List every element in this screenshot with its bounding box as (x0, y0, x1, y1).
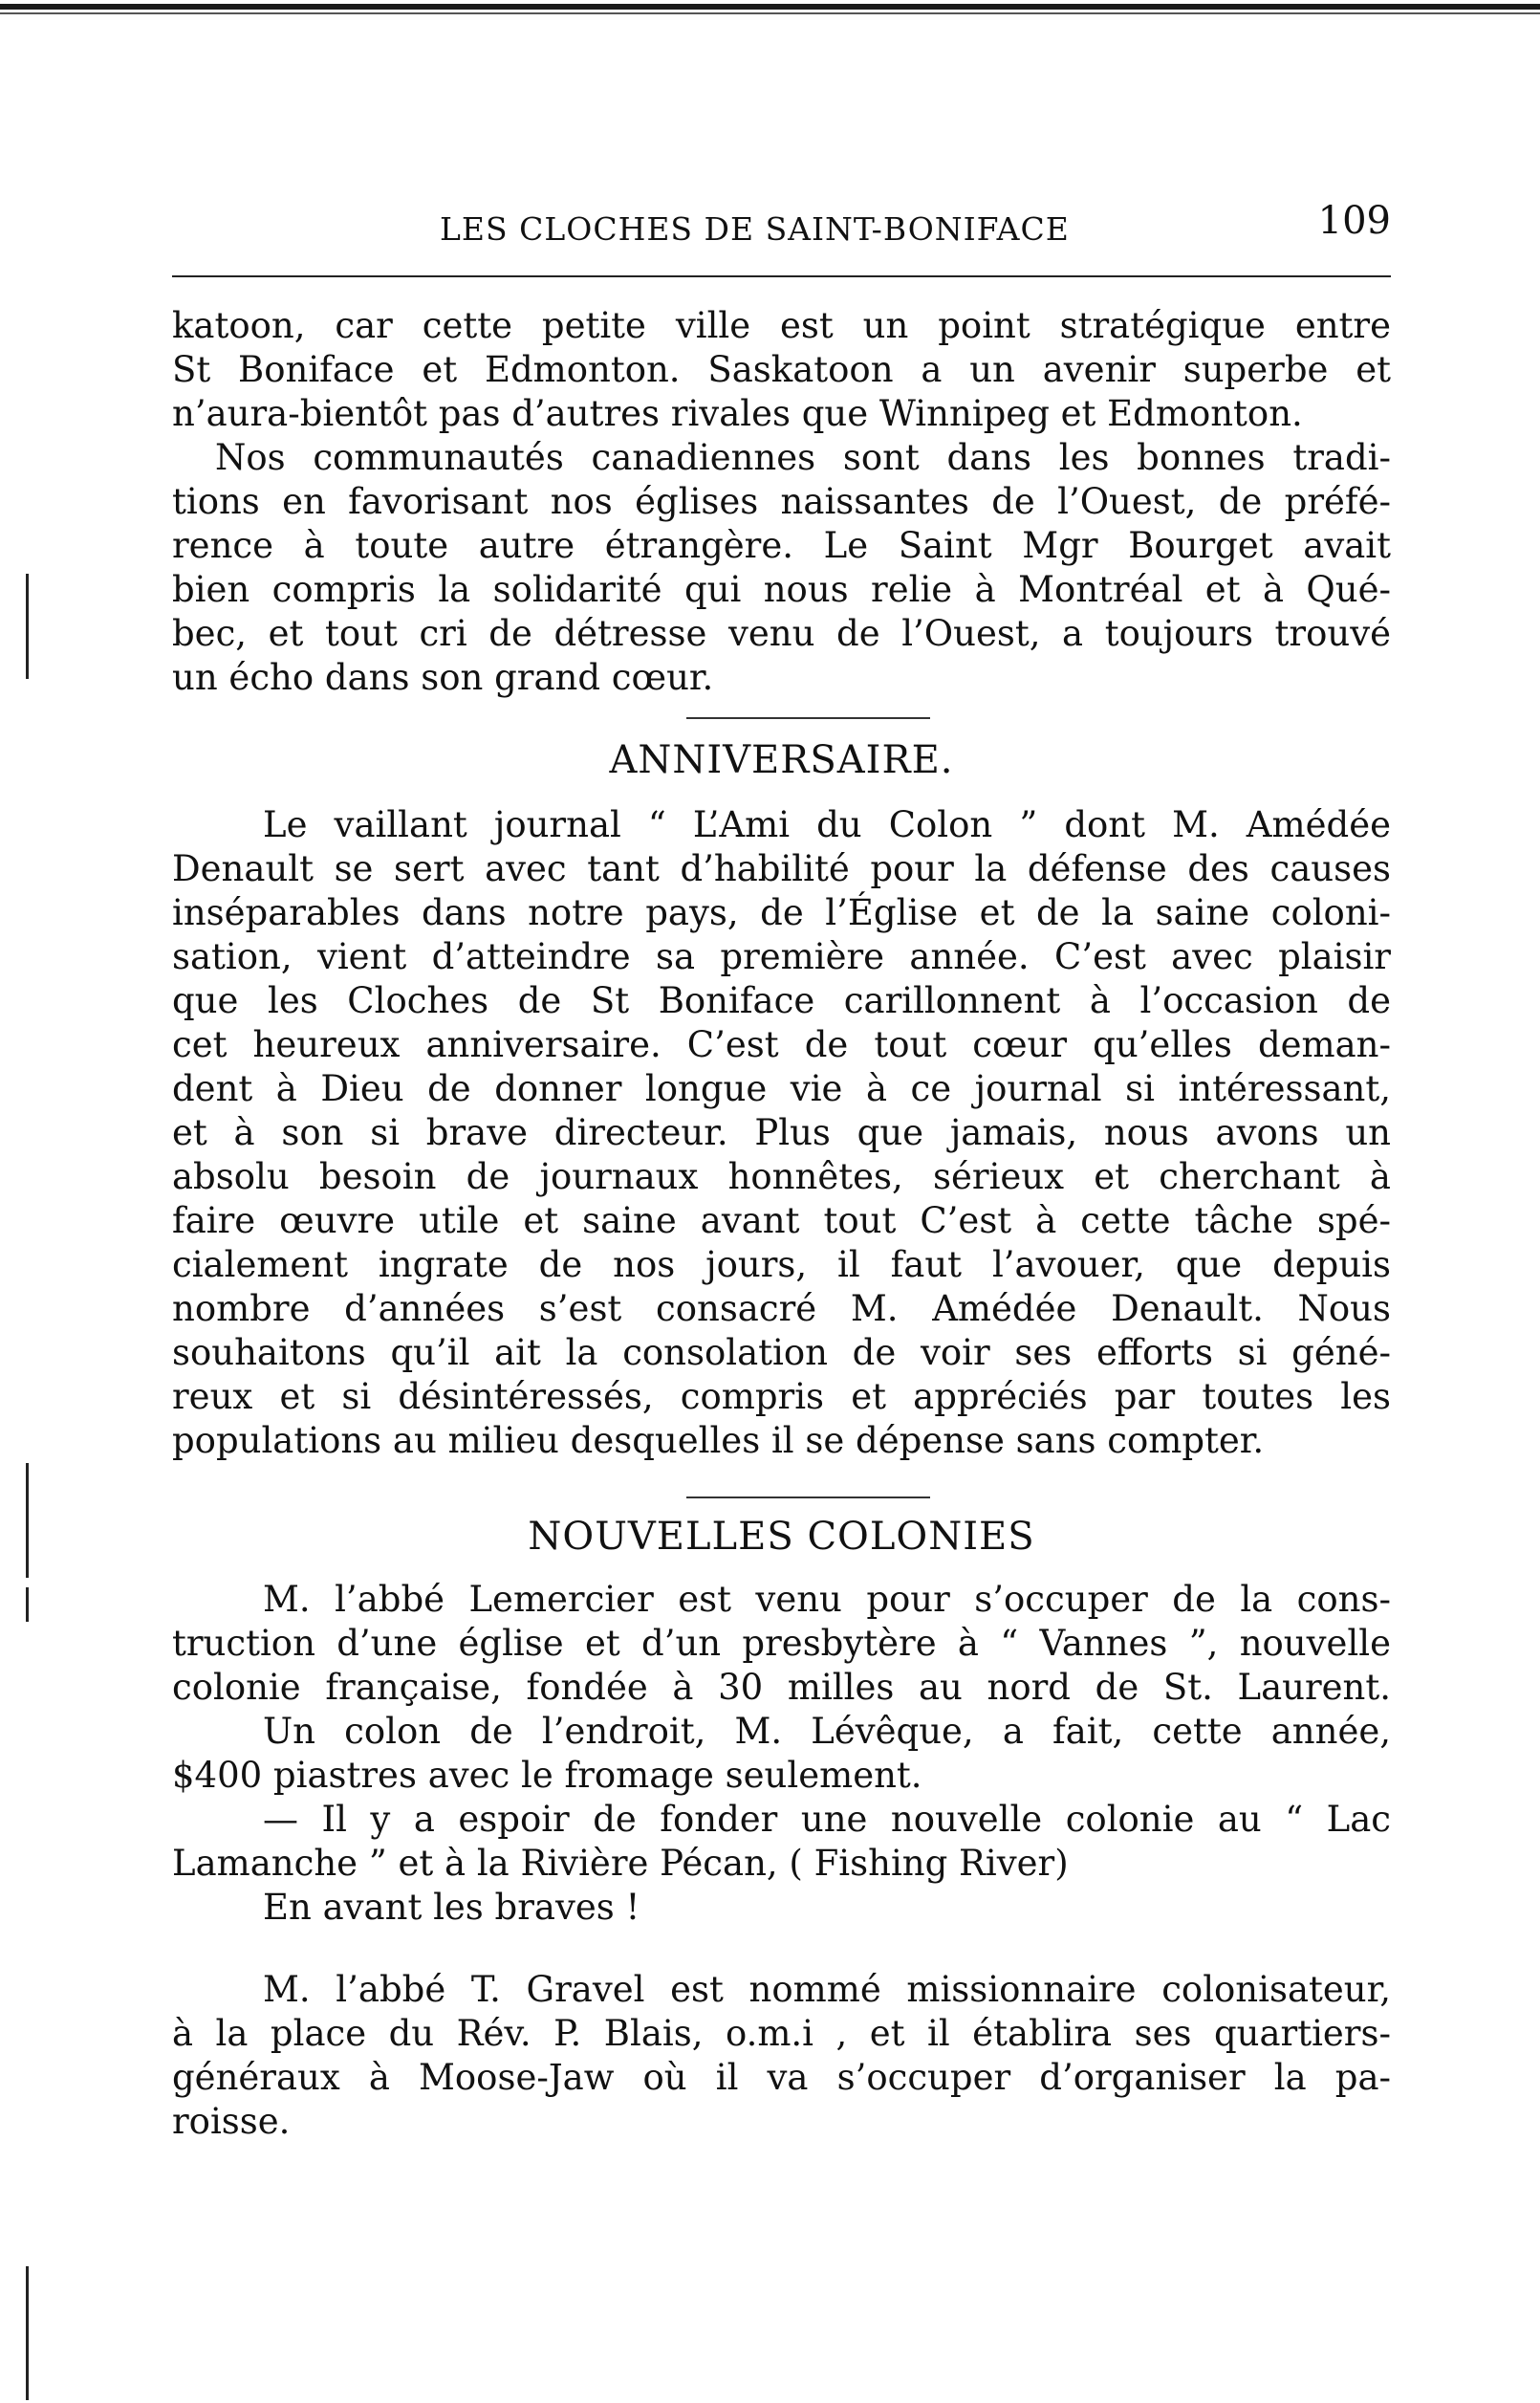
text-line: M. l’abbé Lemercier est venu pour s’occuper de la cons- (263, 1579, 1391, 1620)
margin-mark (26, 1587, 29, 1622)
text-line: reux et si désintéressés, compris et appréciés par toutes les (172, 1376, 1391, 1417)
text-line: cet heureux anniversaire. C’est de tout cœur qu’elles deman- (172, 1024, 1391, 1065)
text-line: que les Cloches de St Boniface carillonnent à l’occasion de (172, 980, 1391, 1021)
text-line: sation, vient d’atteindre sa première année. C’est avec plaisir (172, 936, 1391, 977)
section-separator (686, 717, 930, 719)
text-line: généraux à Moose-Jaw où il va s’occuper d’organiser la pa- (172, 2057, 1391, 2098)
text-line: M. l’abbé T. Gravel est nommé missionnaire colonisateur, (263, 1969, 1391, 2010)
text-line: faire œuvre utile et saine avant tout C’est à cette tâche spé- (172, 1200, 1391, 1241)
section-title: ANNIVERSAIRE. (609, 738, 954, 782)
text-line: à la place du Rév. P. Blais, o.m.i , et il établira ses quartiers- (172, 2013, 1391, 2054)
page-number: 109 (1317, 199, 1391, 243)
text-line: truction d’une église et d’un presbytère à “ Vannes ”, nouvelle (172, 1623, 1391, 1664)
text-line: populations au milieu desquelles il se dépense sans compter. (172, 1420, 1265, 1461)
text-line: dent à Dieu de donner longue vie à ce journal si intéressant, (172, 1068, 1391, 1109)
text-line: $400 piastres avec le fromage seulement. (172, 1755, 922, 1796)
text-line: Denault se sert avec tant d’habilité pour la défense des causes (172, 848, 1391, 889)
text-line: — Il y a espoir de fonder une nouvelle colonie au “ Lac (263, 1799, 1391, 1840)
spacer (172, 1939, 1391, 1940)
text-line: rence à toute autre étrangère. Le Saint Mgr Bourget avait (172, 525, 1391, 566)
text-line: un écho dans son grand cœur. (172, 657, 714, 698)
text-line: absolu besoin de journaux honnêtes, sérieux et cherchant à (172, 1156, 1391, 1197)
section-title: NOUVELLES COLONIES (528, 1515, 1035, 1559)
text-line: Lamanche ” et à la Rivière Pécan, ( Fishing River) (172, 1843, 1069, 1884)
running-head (172, 199, 1391, 256)
text-line: Nos communautés canadiennes sont dans les bonnes tradi- (215, 437, 1391, 478)
top-edge-rule-thin (0, 12, 1540, 14)
margin-mark (26, 574, 29, 679)
text-line: St Boniface et Edmonton. Saskatoon a un avenir superbe et (172, 349, 1391, 390)
section-separator (686, 1496, 930, 1498)
text-line: et à son si brave directeur. Plus que jamais, nous avons un (172, 1112, 1391, 1153)
text-line: colonie française, fondée à 30 milles au nord de St. Laurent. (172, 1667, 1391, 1708)
text-line: bec, et tout cri de détresse venu de l’Ouest, a toujours trouvé (172, 613, 1391, 654)
text-line: cialement ingrate de nos jours, il faut l’avouer, que depuis (172, 1244, 1391, 1285)
text-line: Le vaillant journal “ L’Ami du Colon ” dont M. Amédée (263, 804, 1391, 845)
text-line: n’aura-bientôt pas d’autres rivales que Winnipeg et Edmonton. (172, 393, 1303, 434)
text-line: En avant les braves ! (263, 1887, 640, 1928)
margin-mark (26, 2266, 29, 2400)
text-line: roisse. (172, 2101, 291, 2142)
header-rule (172, 275, 1391, 277)
text-line: inséparables dans notre pays, de l’Église et de la saine coloni- (172, 892, 1391, 933)
text-line: tions en favorisant nos églises naissantes de l’Ouest, de préfé- (172, 481, 1391, 522)
margin-mark (26, 1463, 29, 1578)
text-line: nombre d’années s’est consacré M. Amédée Denault. Nous (172, 1288, 1391, 1329)
text-line: Un colon de l’endroit, M. Lévêque, a fait, cette année, (263, 1711, 1391, 1752)
top-edge-rule (0, 4, 1540, 10)
text-line: bien compris la solidarité qui nous relie à Montréal et à Qué- (172, 569, 1391, 610)
text-line: souhaitons qu’il ait la consolation de voir ses efforts si géné- (172, 1332, 1391, 1373)
text-line: katoon, car cette petite ville est un point stratégique entre (172, 305, 1391, 346)
running-title: LES CLOCHES DE SAINT-BONIFACE (440, 210, 1070, 248)
